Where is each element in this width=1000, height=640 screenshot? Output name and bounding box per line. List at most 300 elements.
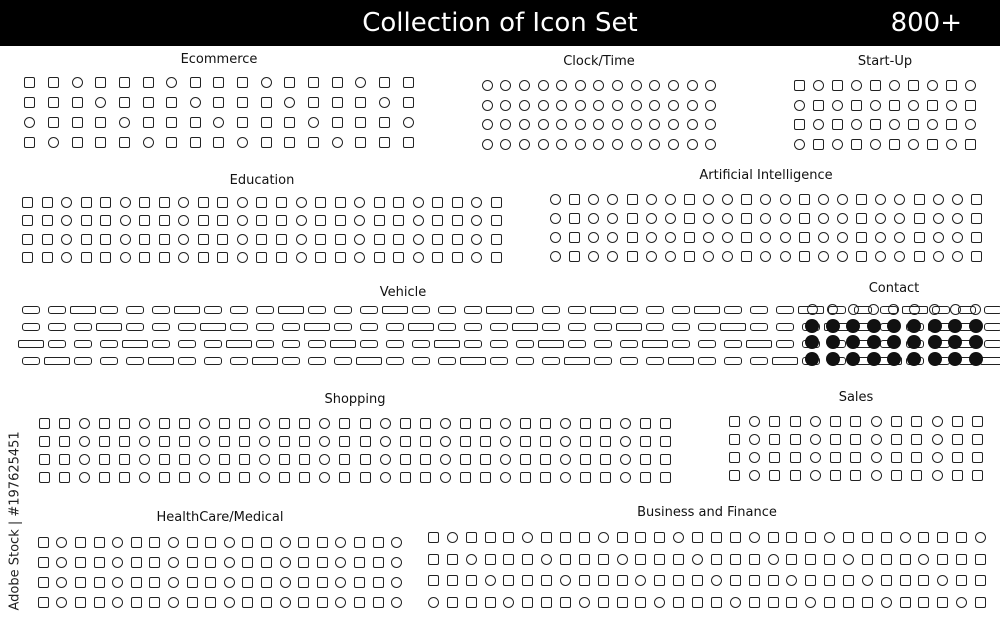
business-icon [598,575,609,586]
shopping-icon [299,436,310,447]
education-icon [159,252,170,263]
shopping-icon [139,472,150,483]
shopping-icon [199,436,210,447]
ai-icon [627,213,638,224]
sales-icon [830,416,841,427]
shopping-icon [520,436,531,447]
business-icon [635,532,646,543]
vehicle-icon [22,306,40,314]
startup-icon [832,100,843,111]
ai-icon [818,194,829,205]
ai-icon [818,232,829,243]
ecommerce-icon [332,117,343,128]
business-icon [786,554,797,565]
business-icon [692,554,703,565]
vehicle-icon [668,357,694,365]
business-icon [485,532,496,543]
health-icon [298,597,309,608]
sales-icon [871,470,882,481]
contact-icon [826,335,840,349]
shopping-icon [179,418,190,429]
business-icon [673,532,684,543]
vehicle-icon [490,357,508,365]
startup-icon [870,119,881,130]
shopping-icon [660,418,671,429]
ai-icon [799,232,810,243]
sales-icon [729,452,740,463]
ecommerce-icon [72,137,83,148]
shopping-icon [460,472,471,483]
vehicle-icon [334,323,352,331]
shopping-icon [279,418,290,429]
vehicle-icon [490,340,508,348]
business-icon [768,532,779,543]
vehicle-icon [590,306,616,314]
education-icon [315,215,326,226]
health-icon [280,537,291,548]
education-icon [139,215,150,226]
ai-icon [780,251,791,262]
shopping-icon [440,472,451,483]
ecommerce-icon [119,117,130,128]
ecommerce-icon [213,77,224,88]
ecommerce-icon [143,137,154,148]
education-icon [471,197,482,208]
startup-icon [870,139,881,150]
vehicle-icon [152,323,170,331]
vehicle-icon [408,323,434,331]
vehicle-icon [750,306,768,314]
education-icon [335,252,346,263]
vehicle-icon [48,323,66,331]
sales-icon [729,416,740,427]
business-icon [503,597,514,608]
ai-icon [550,232,561,243]
shopping-icon [440,436,451,447]
shopping-icon [620,454,631,465]
health-icon [149,597,160,608]
education-icon [335,197,346,208]
business-icon [786,575,797,586]
health-icon [354,537,365,548]
health-icon [56,537,67,548]
ecommerce-icon [48,137,59,148]
business-icon [956,532,967,543]
education-icon [491,215,502,226]
shopping-icon [460,436,471,447]
health-icon [391,537,402,548]
ai-icon [550,251,561,262]
contact-icon [867,352,881,366]
ecommerce-icon [190,117,201,128]
ai-icon [703,251,714,262]
ai-icon [837,251,848,262]
health-icon [298,557,309,568]
education-icon [296,252,307,263]
watermark-text: Adobe Stock | #197625451 [7,431,23,611]
business-icon [937,597,948,608]
business-icon [654,597,665,608]
ai-icon [646,232,657,243]
contact-icon [907,352,921,366]
vehicle-icon [360,323,378,331]
shopping-icon [420,436,431,447]
vehicle-icon [438,306,456,314]
shopping-icon [239,436,250,447]
vehicle-icon [356,357,382,365]
business-icon [749,554,760,565]
business-icon [503,575,514,586]
health-icon [280,597,291,608]
startup-icon [794,139,805,150]
ai-icon [607,251,618,262]
shopping-icon [560,472,571,483]
vehicle-icon [724,306,742,314]
ai-icon [569,232,580,243]
startup-icon [870,100,881,111]
clock-icon [668,119,679,130]
health-icon [75,597,86,608]
health-icon [38,597,49,608]
shopping-icon [339,454,350,465]
shopping-icon [99,418,110,429]
education-icon [120,234,131,245]
vehicle-icon [204,340,222,348]
shopping-icon [580,418,591,429]
startup-icon [832,80,843,91]
vehicle-icon [278,306,304,314]
vehicle-icon [386,340,404,348]
vehicle-icon [724,340,742,348]
vehicle-icon [594,340,612,348]
business-icon [956,575,967,586]
ecommerce-icon [95,117,106,128]
health-icon [205,577,216,588]
health-icon [224,537,235,548]
sales-icon [830,434,841,445]
ecommerce-icon [403,137,414,148]
shopping-icon [319,418,330,429]
ai-icon [780,194,791,205]
business-icon [862,575,873,586]
ai-icon [933,232,944,243]
clock-icon [575,100,586,111]
vehicle-icon [360,340,378,348]
education-icon [491,234,502,245]
vehicle-icon [256,340,274,348]
shopping-icon [420,472,431,483]
ai-icon [914,194,925,205]
business-icon [447,532,458,543]
ai-icon [933,213,944,224]
vehicle-icon [464,323,482,331]
clock-icon [631,139,642,150]
ai-icon [722,232,733,243]
shopping-icon [39,454,50,465]
business-icon [824,532,835,543]
ai-icon [741,194,752,205]
business-icon [711,532,722,543]
clock-icon [612,100,623,111]
health-icon [280,577,291,588]
ai-icon [856,194,867,205]
business-icon [918,532,929,543]
vehicle-icon [122,340,148,348]
sales-icon [810,416,821,427]
section-label: HealthCare/Medical [156,510,284,525]
shopping-icon [620,436,631,447]
startup-icon [794,80,805,91]
vehicle-icon [100,340,118,348]
ai-icon [588,194,599,205]
business-icon [900,597,911,608]
section-label: Contact [868,281,920,296]
ecommerce-icon [403,77,414,88]
shopping-icon [199,472,210,483]
clock-icon [538,119,549,130]
business-icon [617,554,628,565]
startup-icon [889,139,900,150]
vehicle-icon [542,357,560,365]
vehicle-icon [126,323,144,331]
business-icon [900,532,911,543]
ai-icon [550,194,561,205]
section-shopping [34,392,676,486]
shopping-icon [380,454,391,465]
shopping-icon [360,436,371,447]
contact-icon [805,319,819,333]
ai-icon [665,194,676,205]
vehicle-icon [100,357,118,365]
contact-icon [846,335,860,349]
ecommerce-icon [332,97,343,108]
ai-icon [971,213,982,224]
business-icon [560,575,571,586]
ai-icon [856,232,867,243]
ai-icon [856,251,867,262]
business-icon [843,575,854,586]
clock-icon [519,80,530,91]
ai-icon [837,194,848,205]
ecommerce-icon [190,97,201,108]
vehicle-icon [100,306,118,314]
ai-icon [684,213,695,224]
ai-icon [894,194,905,205]
education-icon [178,234,189,245]
ecommerce-icon [355,77,366,88]
business-icon [937,532,948,543]
vehicle-icon [984,340,1000,348]
health-icon [317,557,328,568]
vehicle-icon [226,340,252,348]
shopping-icon [119,454,130,465]
vehicle-icon [126,306,144,314]
vehicle-icon [642,340,668,348]
ecommerce-icon [24,117,35,128]
education-icon [354,215,365,226]
shopping-icon [139,436,150,447]
shopping-icon [179,472,190,483]
ai-icon [799,251,810,262]
shopping-icon [440,418,451,429]
health-icon [391,577,402,588]
vehicle-icon [720,323,746,331]
ecommerce-icon [261,97,272,108]
education-icon [393,252,404,263]
clock-icon [687,80,698,91]
vehicle-icon [646,323,664,331]
business-icon [862,532,873,543]
contact-icon [907,319,921,333]
ai-icon [971,232,982,243]
sales-icon [891,416,902,427]
contact-icon [928,335,942,349]
business-icon [635,554,646,565]
shopping-icon [119,418,130,429]
business-icon [522,554,533,565]
business-icon [541,597,552,608]
health-icon [354,557,365,568]
education-icon [374,215,385,226]
health-icon [187,597,198,608]
clock-icon [668,139,679,150]
sales-icon [749,416,760,427]
ecommerce-icon [143,97,154,108]
startup-icon [927,100,938,111]
clock-icon [482,139,493,150]
sales-icon [810,470,821,481]
ecommerce-icon [379,137,390,148]
section-start-up [790,54,980,154]
shopping-icon [319,454,330,465]
shopping-icon [279,472,290,483]
ai-icon [914,251,925,262]
health-icon [335,537,346,548]
ai-icon [703,194,714,205]
education-icon [237,234,248,245]
education-icon [217,197,228,208]
shopping-icon [159,436,170,447]
ecommerce-icon [355,117,366,128]
health-icon [168,557,179,568]
business-icon [862,554,873,565]
ai-icon [875,232,886,243]
clock-icon [631,119,642,130]
health-icon [56,577,67,588]
business-icon [711,597,722,608]
health-icon [38,557,49,568]
ecommerce-icon [261,77,272,88]
business-icon [579,575,590,586]
vehicle-icon [646,357,664,365]
health-icon [205,597,216,608]
education-icon [413,215,424,226]
shopping-icon [59,418,70,429]
business-icon [598,554,609,565]
business-icon [881,532,892,543]
health-icon [94,597,105,608]
health-icon [373,557,384,568]
business-icon [447,597,458,608]
education-icon [315,252,326,263]
health-icon [391,597,402,608]
health-icon [94,537,105,548]
business-icon [824,554,835,565]
health-icon [242,537,253,548]
startup-icon [946,139,957,150]
contact-icon [826,319,840,333]
shopping-icon [159,454,170,465]
startup-icon [908,100,919,111]
ai-icon [588,213,599,224]
education-icon [120,252,131,263]
sales-icon [729,434,740,445]
vehicle-icon [698,357,716,365]
shopping-icon [480,454,491,465]
ai-icon [952,251,963,262]
clock-icon [668,100,679,111]
sales-icon [871,452,882,463]
ai-icon [933,194,944,205]
business-icon [654,554,665,565]
health-icon [317,597,328,608]
ecommerce-icon [72,77,83,88]
business-icon [937,554,948,565]
business-icon [485,554,496,565]
health-icon [335,597,346,608]
health-icon [187,537,198,548]
health-icon [131,577,142,588]
health-icon [38,577,49,588]
education-icon [22,215,33,226]
ai-icon [933,251,944,262]
sales-icon [850,416,861,427]
business-icon [447,554,458,565]
health-icon [38,537,49,548]
health-icon [112,557,123,568]
business-icon [428,532,439,543]
ai-icon [952,232,963,243]
education-icon [139,252,150,263]
startup-icon [946,80,957,91]
education-icon [22,234,33,245]
vehicle-icon [698,323,716,331]
health-icon [131,537,142,548]
section-healthcare-medical [34,510,406,612]
sales-icon [850,470,861,481]
health-icon [168,597,179,608]
contact-icon [805,335,819,349]
education-icon [471,215,482,226]
ai-icon [818,251,829,262]
shopping-icon [119,472,130,483]
health-icon [149,537,160,548]
shopping-icon [660,436,671,447]
business-icon [522,532,533,543]
education-icon [413,252,424,263]
business-icon [654,532,665,543]
sales-icon [830,470,841,481]
contact-icon [826,352,840,366]
health-icon [224,577,235,588]
education-icon [413,234,424,245]
education-icon [100,197,111,208]
education-icon [22,252,33,263]
education-icon [452,197,463,208]
shopping-icon [79,472,90,483]
ecommerce-icon [24,77,35,88]
sales-icon [911,416,922,427]
